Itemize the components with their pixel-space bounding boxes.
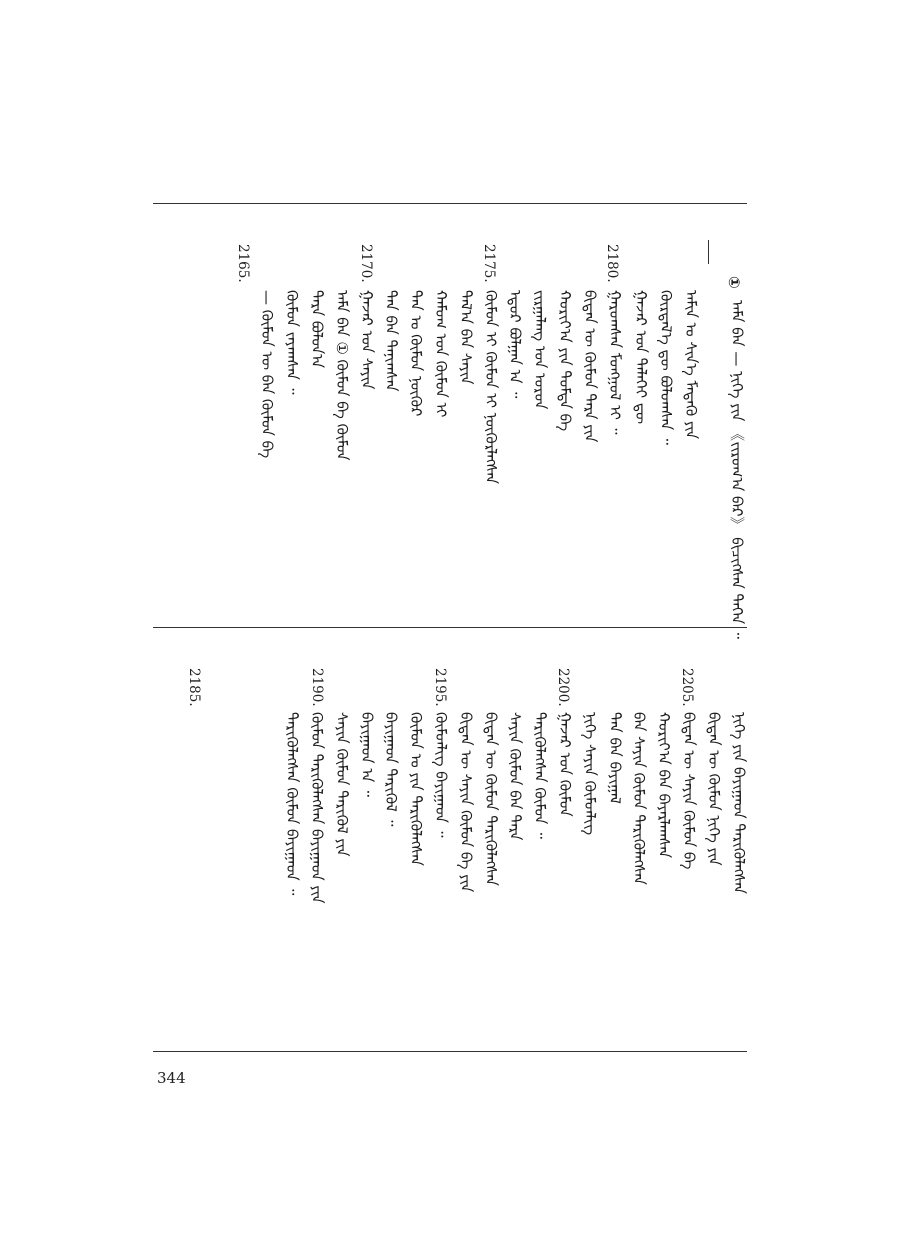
line-number: 2205. xyxy=(679,668,695,707)
verse-line: ᠭᠠᠷᠤᠭᠰᠠᠨ ᠮᠣᠩᠭᠤᠯ ᠢ ᠃ xyxy=(606,290,624,435)
verse-line: ᠰᠠᠶᠢᠨ ᠬᠦᠮᠦᠨ ᠪᠠᠨ ᠲᠡᠷᠡ xyxy=(506,712,524,841)
line-number: 2165. xyxy=(235,244,251,283)
verse-line: ᠭᠠᠵᠠᠷ ᠤᠨ ᠬᠦᠮᠦᠨ xyxy=(556,712,574,817)
verse-line: ᠪᠠᠶᠢᠭᠠᠳ ᠲᠡᠷᠢᠭᠦᠯ ᠃ xyxy=(382,712,400,827)
verse-line: ᠨᠢᠭᠡ ᠶᠢᠨ ᠪᠠᠶᠢᠭᠠᠳ ᠲᠡᠷᠢᠭᠦᠯᠡᠭᠰᠡᠨ xyxy=(730,712,748,894)
verse-line: ᠬᠦᠮᠦᠨ ᠲᠡᠷᠢᠭᠦᠯᠡᠭᠰᠡᠨ ᠪᠠᠶᠢᠭᠠᠳ ᠶᠢᠨ xyxy=(308,712,326,904)
verse-line: ᠬᠦᠮᠦᠨ ᠢ ᠬᠦᠮᠦᠨ ᠢ ᠨᠦᠬᠦᠷᠯᠡᠭᠰᠡᠨ xyxy=(482,290,500,485)
footnote-text: ᠠᠮᠠ ᠪᠠᠨ — ᠨᠢᠭᠡ ᠶᠢᠨ 《ᠵᠢᠷᠤᠭ᠎ᠠ ᠪᠠᠷ》 ᠪᠢᠴᠢᠭᠰᠡᠨ ᠳᠡᠭᠡᠨ ᠃ xyxy=(728,300,746,639)
verse-line: — ᠬᠦᠮᠦᠨ ᠦ ᠪᠡᠨ ᠬᠦᠮᠦᠨ ᠪᠠ xyxy=(258,290,276,459)
verse-line: ᠬᠦᠷᠲᠡᠯ᠎ᠡ ᠳᠦ ᠪᠤᠯᠤᠭᠰᠠᠨ ᠃ xyxy=(657,290,675,445)
verse-line: ᠡᠳᠦᠷ ᠪᠣᠯᠭᠠᠨ ᠠ ᠃ xyxy=(506,290,524,399)
verse-line: ᠪᠠᠨ ᠰᠠᠶᠢᠨ ᠬᠦᠮᠦᠨ ᠲᠡᠷᠢᠭᠦᠯᠡᠭᠰᠡᠨ xyxy=(630,712,648,885)
verse-line: ᠨᠢᠭᠡ ᠰᠠᠶᠢᠨ ᠬᠦᠮᠦᠨᠯᠢᠭ xyxy=(581,712,599,836)
verse-line: ᠲᠠᠨ ᠤ ᠬᠦᠮᠦᠨ ᠨᠦᠬᠦᠷ xyxy=(407,290,425,417)
verse-line: ᠬᠦᠮᠦᠨᠯᠢᠭ ᠪᠠᠶᠢᠭᠠᠳ ᠃ xyxy=(432,712,450,838)
verse-line: ᠪᠢᠳᠡᠨ ᠦ ᠰᠠᠶᠢᠨ ᠬᠦᠮᠦᠨ ᠪᠠ ᠶᠢᠨ xyxy=(457,712,475,893)
verse-line: ᠲᠡᠷᠢᠭᠦᠯᠡᠭᠰᠡᠨ ᠬᠦᠮᠦᠨ ᠪᠠᠶᠢᠭᠠᠳ ᠃ xyxy=(283,712,301,896)
verse-line: ᠬᠠᠮᠤᠭ ᠤᠨ ᠬᠦᠮᠦᠨ ᠢ xyxy=(432,290,450,418)
line-number: 2190. xyxy=(309,668,325,707)
verse-line: ᠪᠢᠳᠡᠨ ᠦ ᠬᠦᠮᠦᠨ ᠲᠡᠷᠢᠭᠦᠯᠡᠭᠰᠡᠨ xyxy=(482,712,500,886)
middle-rule xyxy=(153,627,747,628)
verse-line: ᠪᠢᠳᠡᠨ ᠦ ᠰᠠᠶᠢᠨ ᠬᠦᠮᠦᠨ ᠪᠠ xyxy=(680,712,698,870)
verse-line: ᠪᠢᠳᠡᠨ ᠦ ᠬᠦᠮᠦᠨ ᠨᠢᠭᠡ ᠶᠢᠨ xyxy=(705,712,723,866)
verse-line: ᠲᠠᠨ ᠪᠠᠨ ᠪᠠᠶᠢᠭᠠᠯ xyxy=(606,712,624,804)
verse-line: ᠬᠦᠮᠦᠨ ᠤ ᠶᠢᠨ ᠲᠡᠷᠢᠭᠦᠯᠡᠭᠰᠡᠨ xyxy=(407,712,425,866)
line-number: 2175. xyxy=(481,244,497,283)
verse-line: ᠪᠠᠶᠢᠭᠠᠳ ᠠ ᠃ xyxy=(358,712,376,797)
verse-line: ᠬᠤᠷᠢᠶ᠎ᠠ ᠪᠠᠨ ᠪᠠᠶᠠᠷᠯᠠᠭᠰᠠᠨ xyxy=(655,712,673,859)
footnote-marker: ① xyxy=(725,276,743,290)
footnote-separator xyxy=(708,240,709,264)
verse-line: ᠰᠠᠶᠢᠨ ᠬᠦᠮᠦᠨ ᠲᠡᠷᠢᠭᠦᠯ ᠶᠢᠨ xyxy=(333,712,351,857)
verse-line: ᠲᠡᠷᠡ ᠪᠤᠯᠤᠨ᠎ᠠ xyxy=(308,290,326,369)
page-number: 344 xyxy=(157,1069,186,1087)
line-number: 2185. xyxy=(186,668,202,707)
line-number: 2195. xyxy=(432,668,448,707)
verse-line: ᠠᠮᠢᠨ ᠤ ᠰᠢᠨ᠎ᠡ ᠮᠡᠳᠡᠭᠦ ᠶᠢᠨ xyxy=(682,290,700,440)
line-number: 2180. xyxy=(604,244,620,283)
verse-line: ᠲᠠᠯ᠎ᠠ ᠪᠠᠨ ᠰᠠᠶᠢᠨ xyxy=(457,290,475,385)
verse-line: ᠪᠢᠳᠡᠨ ᠦ ᠬᠦᠮᠦᠨ ᠲᠡᠷᠡ ᠶᠢᠨ xyxy=(581,290,599,443)
line-number: 2200. xyxy=(555,668,571,707)
top-rule xyxy=(153,203,747,204)
verse-line: ᠠᠮᠠ ᠪᠠᠨ ① ᠬᠦᠮᠦᠨ ᠪᠠ ᠬᠦᠮᠦᠨ xyxy=(333,290,351,461)
verse-line: ᠭᠠᠵᠠᠷ ᠤᠨ ᠰᠠᠶᠢᠨ xyxy=(358,290,376,390)
verse-line: ᠭᠠᠵᠠᠷ ᠤᠨ ᠳᠡᠯᠡᠬᠡᠢ ᠳᠦ xyxy=(632,290,650,425)
verse-line: ᠲᠡᠷᠢᠭᠦᠯᠡᠭᠰᠡᠨ ᠬᠦᠮᠦᠨ ᠃ xyxy=(531,712,549,839)
verse-line: ᠵᠢᠷᠭᠠᠯᠠᠩ ᠤᠨ ᠣᠷᠣᠨ xyxy=(531,290,549,410)
bottom-rule xyxy=(153,1051,747,1052)
verse-line: ᠬᠦᠮᠦᠨ ᠵᠠᠶᠠᠭᠰᠠᠨ ᠃ xyxy=(283,290,301,395)
line-number: 2170. xyxy=(358,244,374,283)
verse-line: ᠬᠣᠷᠢᠶ᠎ᠠ ᠶᠢᠨ ᠳᠤᠮᠳᠠ ᠪᠠ xyxy=(556,290,574,432)
verse-line: ᠲᠠᠨ ᠪᠠᠨ ᠲᠠᠨᠢᠭᠰᠠᠨ xyxy=(382,290,400,392)
